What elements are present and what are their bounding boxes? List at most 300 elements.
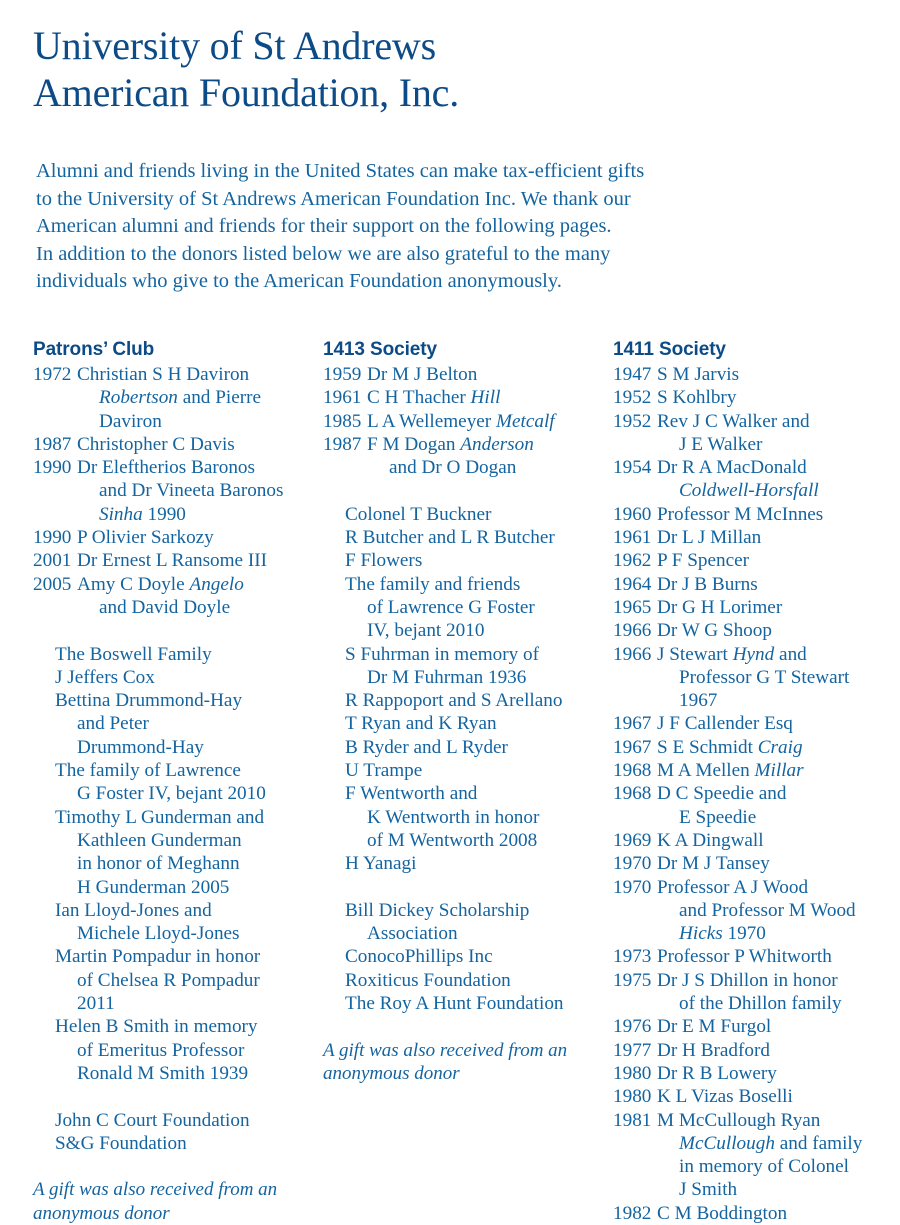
entry-line: Roxiticus Foundation [345,969,511,991]
donor-entry [323,643,605,690]
donor-entry [613,386,898,409]
donor-entry [613,410,898,457]
entry-line: J Jeffers Cox [55,666,155,688]
entry-line: McCullough and family [679,1132,863,1154]
donor-entry [33,899,315,946]
donor-entry [33,363,315,433]
donor-entry [613,1039,898,1062]
entry-line: P Olivier Sarkozy [77,527,214,549]
anonymous-donor-note-line-1: A gift was also received from an [33,1179,278,1201]
donor-name [657,1109,898,1202]
donor-entry [613,1202,898,1225]
entry-line: F Wentworth and [345,783,478,805]
entry-line: S&G Foundation [55,1132,187,1154]
donor-name [657,736,898,759]
entry-line: C H Thacher Hill [367,387,501,409]
donor-entry [613,829,898,852]
donor-name [345,643,605,690]
donor-name [55,806,315,899]
donor-entry [613,643,898,713]
donor-year: 1964 [613,573,652,595]
donor-entry [613,736,898,759]
donor-name [77,363,315,433]
entry-line: Timothy L Gunderman and [55,806,265,828]
donor-name [657,876,898,946]
entry-line: K Wentworth in honor [367,806,540,828]
entry-maiden-name: Millar [754,760,804,782]
donor-name [657,363,898,386]
donor-year: 1954 [613,457,652,479]
donor-year: 1987 [33,433,72,455]
entry-line: Dr M J Belton [367,364,478,385]
entry-maiden-name: Hill [470,387,501,409]
donor-entry [613,596,898,619]
donor-name [367,386,605,409]
donor-entry [323,363,605,386]
donor-year: 1970 [613,853,652,875]
entry-maiden-name: Angelo [189,573,244,595]
entry-line: S Kohlbry [657,387,737,409]
donor-entry [613,852,898,875]
column-heading: 1413 Society [323,339,437,360]
donor-entry [323,736,605,759]
donor-year: 1965 [613,596,652,618]
donor-name [345,573,605,643]
donor-group-organisations [323,899,605,1015]
entry-line: R Butcher and L R Butcher [345,527,555,549]
donor-name [657,573,898,596]
donor-entry [323,503,605,526]
column-heading: Patrons’ Club [33,339,155,360]
donor-entry [33,526,315,549]
donor-name [55,899,315,946]
donor-entry [613,363,898,386]
donor-name [345,503,605,526]
entry-line: B Ryder and L Ryder [345,736,508,758]
entry-line: Dr H Bradford [657,1039,770,1061]
entry-line: P F Spencer [657,550,750,572]
entry-line: Dr G H Lorimer [657,596,783,618]
donor-year: 1968 [613,760,652,782]
group-spacer [33,1155,315,1178]
entry-line: U Trampe [345,760,423,782]
entry-line: M McCullough Ryan [657,1109,821,1131]
anonymous-donor-note [323,1039,605,1086]
donor-year: 1968 [613,783,652,805]
donor-name [77,549,315,572]
donor-name [657,456,898,503]
entry-line: of Lawrence G Foster [367,596,535,618]
donor-group-with-years [33,363,315,619]
entry-line: Daviron [99,410,162,432]
donor-columns [0,338,900,1224]
entry-line: J Smith [679,1179,738,1201]
donor-name [77,433,315,456]
anonymous-donor-note [33,1178,315,1225]
anonymous-donor-note-line-2: anonymous donor [33,1202,170,1224]
entry-line: ConocoPhillips Inc [345,946,493,968]
donor-name [657,759,898,782]
donor-name [657,1015,898,1038]
donor-name [657,1202,898,1225]
donor-year: 1947 [613,364,652,385]
entry-line: IV, bejant 2010 [367,620,485,642]
entry-maiden-name: Anderson [460,433,534,455]
entry-line: and Peter [77,713,149,735]
donor-name [345,782,605,852]
group-spacer [323,1015,605,1038]
donor-name [657,503,898,526]
donor-year: 1982 [613,1202,652,1224]
entry-line: The Boswell Family [55,643,212,665]
donor-name [55,759,315,806]
entry-line: G Foster IV, bejant 2010 [77,783,266,805]
entry-line: Christopher C Davis [77,433,235,455]
donor-entry [323,433,605,480]
entry-line: L A Wellemeyer Metcalf [367,410,555,432]
donor-entry [613,549,898,572]
donor-name [345,899,605,946]
donor-name [657,526,898,549]
donor-group-with-years [323,363,605,479]
anonymous-donor-note-line-1: A gift was also received from an [323,1039,568,1061]
entry-line: and Dr O Dogan [389,457,517,479]
page-title [33,22,853,116]
entry-line: D C Speedie and [657,783,787,805]
donor-entry [613,969,898,1016]
donor-year: 1969 [613,829,652,851]
entry-line: Sinha 1990 [99,503,186,525]
donor-entry [33,945,315,1015]
page-title-line-1: University of St Andrews [33,23,436,68]
entry-maiden-name: McCullough [679,1132,775,1154]
entry-line: S E Schmidt Craig [657,736,803,758]
entry-line: 2011 [77,993,115,1015]
donor-entry [33,1109,315,1132]
donor-entry [33,433,315,456]
entry-line: Ronald M Smith 1939 [77,1062,249,1084]
donor-entry [33,759,315,806]
donor-year: 2001 [33,550,72,572]
donor-name [345,852,605,875]
entry-line: J Stewart Hynd and [657,643,807,665]
intro-paragraph [36,158,826,296]
column-heading: 1411 Society [613,339,726,360]
donor-name [657,945,898,968]
donor-name [77,526,315,549]
entry-line: Dr R B Lowery [657,1062,777,1084]
entry-line: Professor M McInnes [657,503,824,525]
donor-year: 1990 [33,457,72,479]
donor-entry [613,526,898,549]
entry-line: Kathleen Gunderman [77,829,242,851]
entry-line: Dr Ernest L Ransome III [77,550,268,572]
donor-entry [33,806,315,899]
donor-entry [323,689,605,712]
entry-maiden-name: Hynd [732,643,775,665]
donor-entry [33,456,315,526]
donor-year: 1972 [33,364,72,385]
entry-line: H Gunderman 2005 [77,876,230,898]
donor-group-organisations [33,1109,315,1156]
donor-entry [323,759,605,782]
entry-line: Dr J S Dhillon in honor [657,969,838,991]
donor-name [345,992,605,1015]
donor-year: 1973 [613,946,652,968]
group-spacer [323,479,605,502]
donor-name [345,549,605,572]
donor-group-with-years [613,363,898,1225]
donor-name [345,736,605,759]
donor-year: 1987 [323,433,362,455]
entry-line: Christian S H Daviron [77,364,250,385]
donor-name [345,689,605,712]
entry-line: Dr R A MacDonald [657,457,807,479]
donor-name [55,666,315,689]
entry-line: H Yanagi [345,853,417,875]
entry-line: Amy C Doyle Angelo [77,573,244,595]
donor-name [345,526,605,549]
donor-name [657,829,898,852]
entry-line: Professor G T Stewart [679,666,850,688]
entry-line: The Roy A Hunt Foundation [345,993,564,1015]
entry-line: K A Dingwall [657,829,764,851]
donor-name [345,945,605,968]
entry-line: S Fuhrman in memory of [345,643,539,665]
donor-name [657,1039,898,1062]
donor-year: 1961 [613,527,652,549]
donor-year: 1985 [323,410,362,432]
entry-line: 1967 [679,690,718,712]
donor-name [657,1062,898,1085]
donor-entry [323,945,605,968]
donor-entry [33,573,315,620]
entry-line: S M Jarvis [657,364,740,385]
entry-line: Robertson and Pierre [99,387,262,409]
donor-year: 1977 [613,1039,652,1061]
entry-line: Dr M Fuhrman 1936 [367,666,527,688]
donor-name [345,759,605,782]
donor-name [367,410,605,433]
donor-entry [323,526,605,549]
entry-maiden-name: Robertson [99,387,178,409]
donor-year: 1962 [613,550,652,572]
entry-line: Bettina Drummond-Hay [55,690,243,712]
donor-name [657,969,898,1016]
donor-entry [323,992,605,1015]
entry-line: Dr W G Shoop [657,620,772,642]
donor-entry [323,969,605,992]
donor-entry [323,899,605,946]
donor-name [657,410,898,457]
donor-year: 1990 [33,527,72,549]
donor-year: 1980 [613,1062,652,1084]
entry-line: Dr M J Tansey [657,853,770,875]
donor-group-individuals [323,503,605,876]
donor-name [55,945,315,1015]
donor-year: 2005 [33,573,72,595]
donor-entry [323,573,605,643]
donor-entry [613,456,898,503]
donor-year: 1967 [613,736,652,758]
entry-line: C M Boddington [657,1202,788,1224]
donor-name [657,852,898,875]
donor-entry [33,1132,315,1155]
entry-line: of the Dhillon family [679,993,842,1015]
donor-entry [613,1085,898,1108]
entry-line: Professor P Whitworth [657,946,832,968]
donor-entry [33,666,315,689]
entry-maiden-name: Sinha [99,503,143,525]
entry-line: of Emeritus Professor [77,1039,245,1061]
donor-year: 1980 [613,1086,652,1108]
entry-line: Bill Dickey Scholarship [345,899,530,921]
entry-line: John C Court Foundation [55,1109,250,1131]
intro-line-2: to the University of St Andrews American Foundation Inc. We thank our [36,187,631,210]
entry-line: M A Mellen Millar [657,760,804,782]
donor-name [55,1015,315,1085]
donor-entry [33,549,315,572]
entry-maiden-name: Craig [757,736,803,758]
entry-line: Association [367,923,458,945]
donor-entry [323,712,605,735]
intro-line-5: individuals who give to the American Foundation anonymously. [36,270,562,292]
entry-line: E Speedie [679,806,757,828]
donor-entry [323,386,605,409]
entry-line: J E Walker [679,433,763,455]
entry-maiden-name: Metcalf [496,410,555,432]
donor-entry [33,643,315,666]
donor-entry [613,1109,898,1202]
anonymous-donor-note-line-2: anonymous donor [323,1062,460,1084]
donor-name [55,689,315,759]
donor-year: 1966 [613,643,652,665]
donor-column-1411-society [613,338,898,1225]
donor-entry [613,1015,898,1038]
entry-line: Helen B Smith in memory [55,1016,258,1038]
entry-maiden-name: Hicks [679,923,723,945]
intro-line-4: In addition to the donors listed below we are also grateful to the many [36,242,611,265]
donor-entry [323,549,605,572]
entry-line: Dr E M Furgol [657,1016,772,1038]
entry-line: and David Doyle [99,596,231,618]
entry-line [657,479,898,502]
donor-name [657,1085,898,1108]
entry-line: T Ryan and K Ryan [345,713,497,735]
donor-name [77,573,315,620]
entry-line: in memory of Colonel [679,1156,849,1178]
donor-entry [613,712,898,735]
donor-name [367,363,605,386]
entry-line: The family and friends [345,573,521,595]
donor-year: 1976 [613,1016,652,1038]
donor-year: 1975 [613,969,652,991]
entry-maiden-name: Coldwell-Horsfall [679,480,819,502]
entry-line: Rev J C Walker and [657,410,810,432]
entry-line: in honor of Meghann [77,853,240,875]
donor-name [367,433,605,480]
entry-line: K L Vizas Boselli [657,1086,793,1108]
donor-name [77,456,315,526]
donor-year: 1970 [613,876,652,898]
donor-entry [613,503,898,526]
donor-entry [323,852,605,875]
entry-line: Dr J B Burns [657,573,758,595]
donor-entry [613,1062,898,1085]
intro-line-3: American alumni and friends for their support on the following pages. [36,215,612,237]
entry-line: and Dr Vineeta Baronos [99,480,284,502]
donor-name [657,619,898,642]
donor-entry [613,782,898,829]
donor-year: 1981 [613,1109,652,1131]
donor-year: 1960 [613,503,652,525]
group-spacer [323,876,605,899]
entry-line: Colonel T Buckner [345,503,492,525]
donor-name [55,1132,315,1155]
donor-name [657,549,898,572]
donor-entry [613,759,898,782]
entry-line: Ian Lloyd-Jones and [55,899,212,921]
entry-line: of M Wentworth 2008 [367,829,538,851]
intro-line-1: Alumni and friends living in the United States can make tax-efficient gifts [36,160,645,182]
donor-entry [323,782,605,852]
donor-entry [323,410,605,433]
entry-line: F Flowers [345,550,423,572]
donor-name [657,596,898,619]
entry-line: and Professor M Wood [679,899,856,921]
donor-entry [613,619,898,642]
entry-line: R Rappoport and S Arellano [345,690,563,712]
donor-year: 1961 [323,387,362,409]
donor-year: 1952 [613,410,652,432]
donor-entry [33,689,315,759]
donor-name [657,782,898,829]
entry-line: Martin Pompadur in honor [55,946,261,968]
donor-entry [613,945,898,968]
donor-year: 1967 [613,713,652,735]
page-title-line-2: American Foundation, Inc. [33,70,459,115]
entry-line: Professor A J Wood [657,876,809,898]
donor-name [55,1109,315,1132]
entry-line: of Chelsea R Pompadur [77,969,260,991]
donor-name [657,386,898,409]
entry-line: Michele Lloyd-Jones [77,923,240,945]
donor-year: 1959 [323,364,362,385]
donor-column-1413-society [323,338,605,1085]
donor-entry [33,1015,315,1085]
donor-name [657,643,898,713]
entry-line: The family of Lawrence [55,760,241,782]
donor-year: 1966 [613,620,652,642]
group-spacer [33,1085,315,1108]
donor-name [657,712,898,735]
donor-group-individuals [33,643,315,1086]
entry-line: Drummond-Hay [77,736,204,758]
entry-line: Hicks 1970 [679,923,766,945]
entry-line: Dr L J Millan [657,527,762,549]
donor-entry [613,876,898,946]
donor-entry [613,573,898,596]
entry-line: J F Callender Esq [657,713,793,735]
donor-name [345,969,605,992]
group-spacer [33,619,315,642]
donor-name [345,712,605,735]
entry-line: Dr Eleftherios Baronos [77,457,255,479]
donor-column-patrons-club [33,338,315,1225]
entry-line: F M Dogan Anderson [367,433,534,455]
donor-year: 1952 [613,387,652,409]
donor-name [55,643,315,666]
